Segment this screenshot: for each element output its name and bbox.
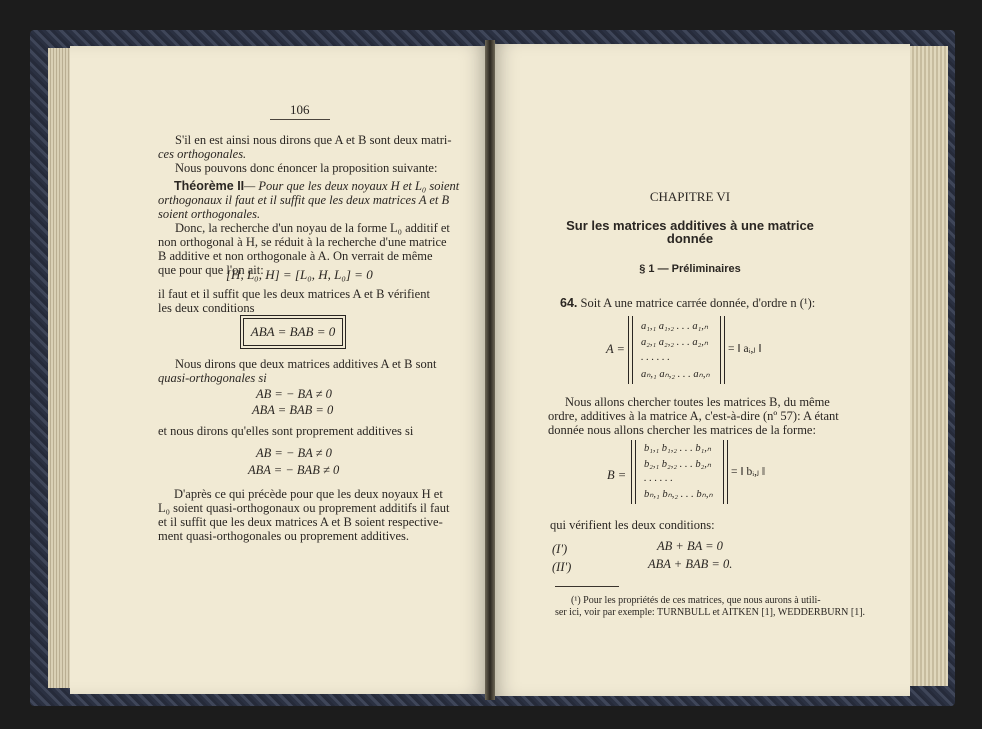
paragraph-line: donnée nous allons chercher les matrices de la forme: bbox=[548, 423, 816, 437]
theorem-line bbox=[174, 179, 459, 193]
matrix-row: . . . . . . bbox=[644, 473, 673, 484]
equation: ABA = − BAB ≠ 0 bbox=[248, 463, 340, 477]
equation: [H, L₀, H] = [L₀, H, L₀] = 0 bbox=[226, 267, 373, 282]
matrix-a bbox=[628, 316, 725, 384]
matrix-a-label: A = bbox=[606, 342, 625, 356]
paragraph-line: et nous dirons qu'elles sont proprement additives si bbox=[158, 424, 414, 438]
section-heading bbox=[580, 261, 800, 276]
boxed-equation: ABA = BAB = 0 bbox=[243, 318, 343, 346]
paragraph-line: quasi-orthogonales si bbox=[158, 371, 267, 385]
matrix-row: . . . . . . bbox=[641, 352, 670, 363]
section-label: § 1 — Préliminaires bbox=[639, 263, 741, 275]
chapter-title: donnée bbox=[666, 231, 714, 246]
matrix-row: bₙ,₁ bₙ,₂ . . . bₙ,ₙ bbox=[644, 489, 713, 500]
paragraph-line: D'après ce qui précède pour que les deux noyaux H et bbox=[174, 487, 443, 501]
matrix-row: a₁,₁ a₁,₂ . . . a₁,ₙ bbox=[641, 321, 709, 332]
paragraph-line: ces orthogonales. bbox=[158, 147, 247, 161]
theorem-line: soient orthogonales. bbox=[158, 207, 261, 221]
page-number-rule bbox=[270, 119, 330, 120]
paragraph-line: les deux conditions bbox=[158, 301, 255, 315]
paragraph-number: 64. bbox=[560, 296, 578, 310]
paragraph-line: Donc, la recherche d'un noyau de la forme L₀ additif et bbox=[175, 221, 450, 235]
chapter-heading: CHAPITRE VI bbox=[649, 189, 731, 204]
paragraph-line: Nous dirons que deux matrices additives A et B sont bbox=[175, 357, 437, 371]
paragraph-line: qui vérifient les deux conditions: bbox=[550, 518, 715, 532]
matrix-b-short: = ‖ bᵢ,ⱼ ‖ bbox=[731, 466, 766, 478]
matrix-row: b₁,₁ b₁,₂ . . . b₁,ₙ bbox=[644, 443, 712, 454]
matrix-row: a₂,₁ a₂,₂ . . . a₂,ₙ bbox=[641, 337, 709, 348]
paragraph-line: il faut et il suffit que les deux matrices A et B vérifient bbox=[158, 287, 430, 301]
matrix-a-short: = ‖ aᵢ,ⱼ ‖ bbox=[728, 343, 762, 355]
paragraph-line: ment quasi-orthogonales ou proprement additives. bbox=[158, 529, 409, 543]
paragraph-line: L₀ soient quasi-orthogonaux ou proprement additifs il faut bbox=[158, 501, 450, 515]
paragraph-line: Nous allons chercher toutes les matrices B, du même bbox=[565, 395, 830, 409]
equation: ABA = BAB = 0 bbox=[252, 403, 334, 417]
condition-equation: ABA + BAB = 0. bbox=[648, 557, 733, 571]
book-spine bbox=[485, 40, 495, 700]
condition-label: (II') bbox=[552, 560, 572, 574]
theorem-label: Théorème II bbox=[174, 179, 245, 193]
paragraph-line bbox=[560, 296, 815, 310]
chapter-title: Sur les matrices additives à une matrice bbox=[566, 218, 814, 233]
matrix-b-label: B = bbox=[607, 468, 627, 482]
paragraph-line: S'il en est ainsi nous dirons que A et B sont deux matri- bbox=[175, 133, 452, 147]
footnote-line: ser ici, voir par exemple: TURNBULL et AITKEN [1], WEDDERBURN [1]. bbox=[555, 607, 866, 618]
condition-label: (I') bbox=[552, 542, 568, 556]
paragraph-line: non orthogonal à H, se réduit à la recherche d'une matrice bbox=[158, 235, 447, 249]
equation: AB = − BA ≠ 0 bbox=[256, 387, 332, 401]
paragraph-text: Soit A une matrice carrée donnée, d'ordre n (¹): bbox=[580, 296, 816, 310]
equation: AB = − BA ≠ 0 bbox=[256, 446, 332, 460]
footnote-line: (¹) Pour les propriétés de ces matrices, que nous aurons à utili- bbox=[571, 595, 821, 606]
matrix-row: b₂,₁ b₂,₂ . . . b₂,ₙ bbox=[644, 459, 712, 470]
matrix-b bbox=[631, 440, 728, 504]
matrix-row: aₙ,₁ aₙ,₂ . . . aₙ,ₙ bbox=[641, 369, 710, 380]
theorem-line: orthogonaux il faut et il suffit que les deux matrices A et B bbox=[158, 193, 450, 207]
paragraph-line: que pour que l'on ait: bbox=[158, 263, 264, 277]
paragraph-line: B additive et non orthogonale à A. On verrait de même bbox=[158, 249, 433, 263]
paragraph-line: Nous pouvons donc énoncer la proposition suivante: bbox=[175, 161, 438, 175]
theorem-text: — Pour que les deux noyaux H et L₀ soient bbox=[244, 179, 460, 193]
condition-equation: AB + BA = 0 bbox=[657, 539, 723, 553]
paragraph-line: ordre, additives à la matrice A, c'est-à-dire (nº 57): A étant bbox=[548, 409, 839, 423]
paragraph-line: et il suffit que les deux matrices A et B soient respective- bbox=[158, 515, 443, 529]
page-number: 106 bbox=[290, 102, 310, 117]
footnote-rule bbox=[555, 586, 619, 587]
